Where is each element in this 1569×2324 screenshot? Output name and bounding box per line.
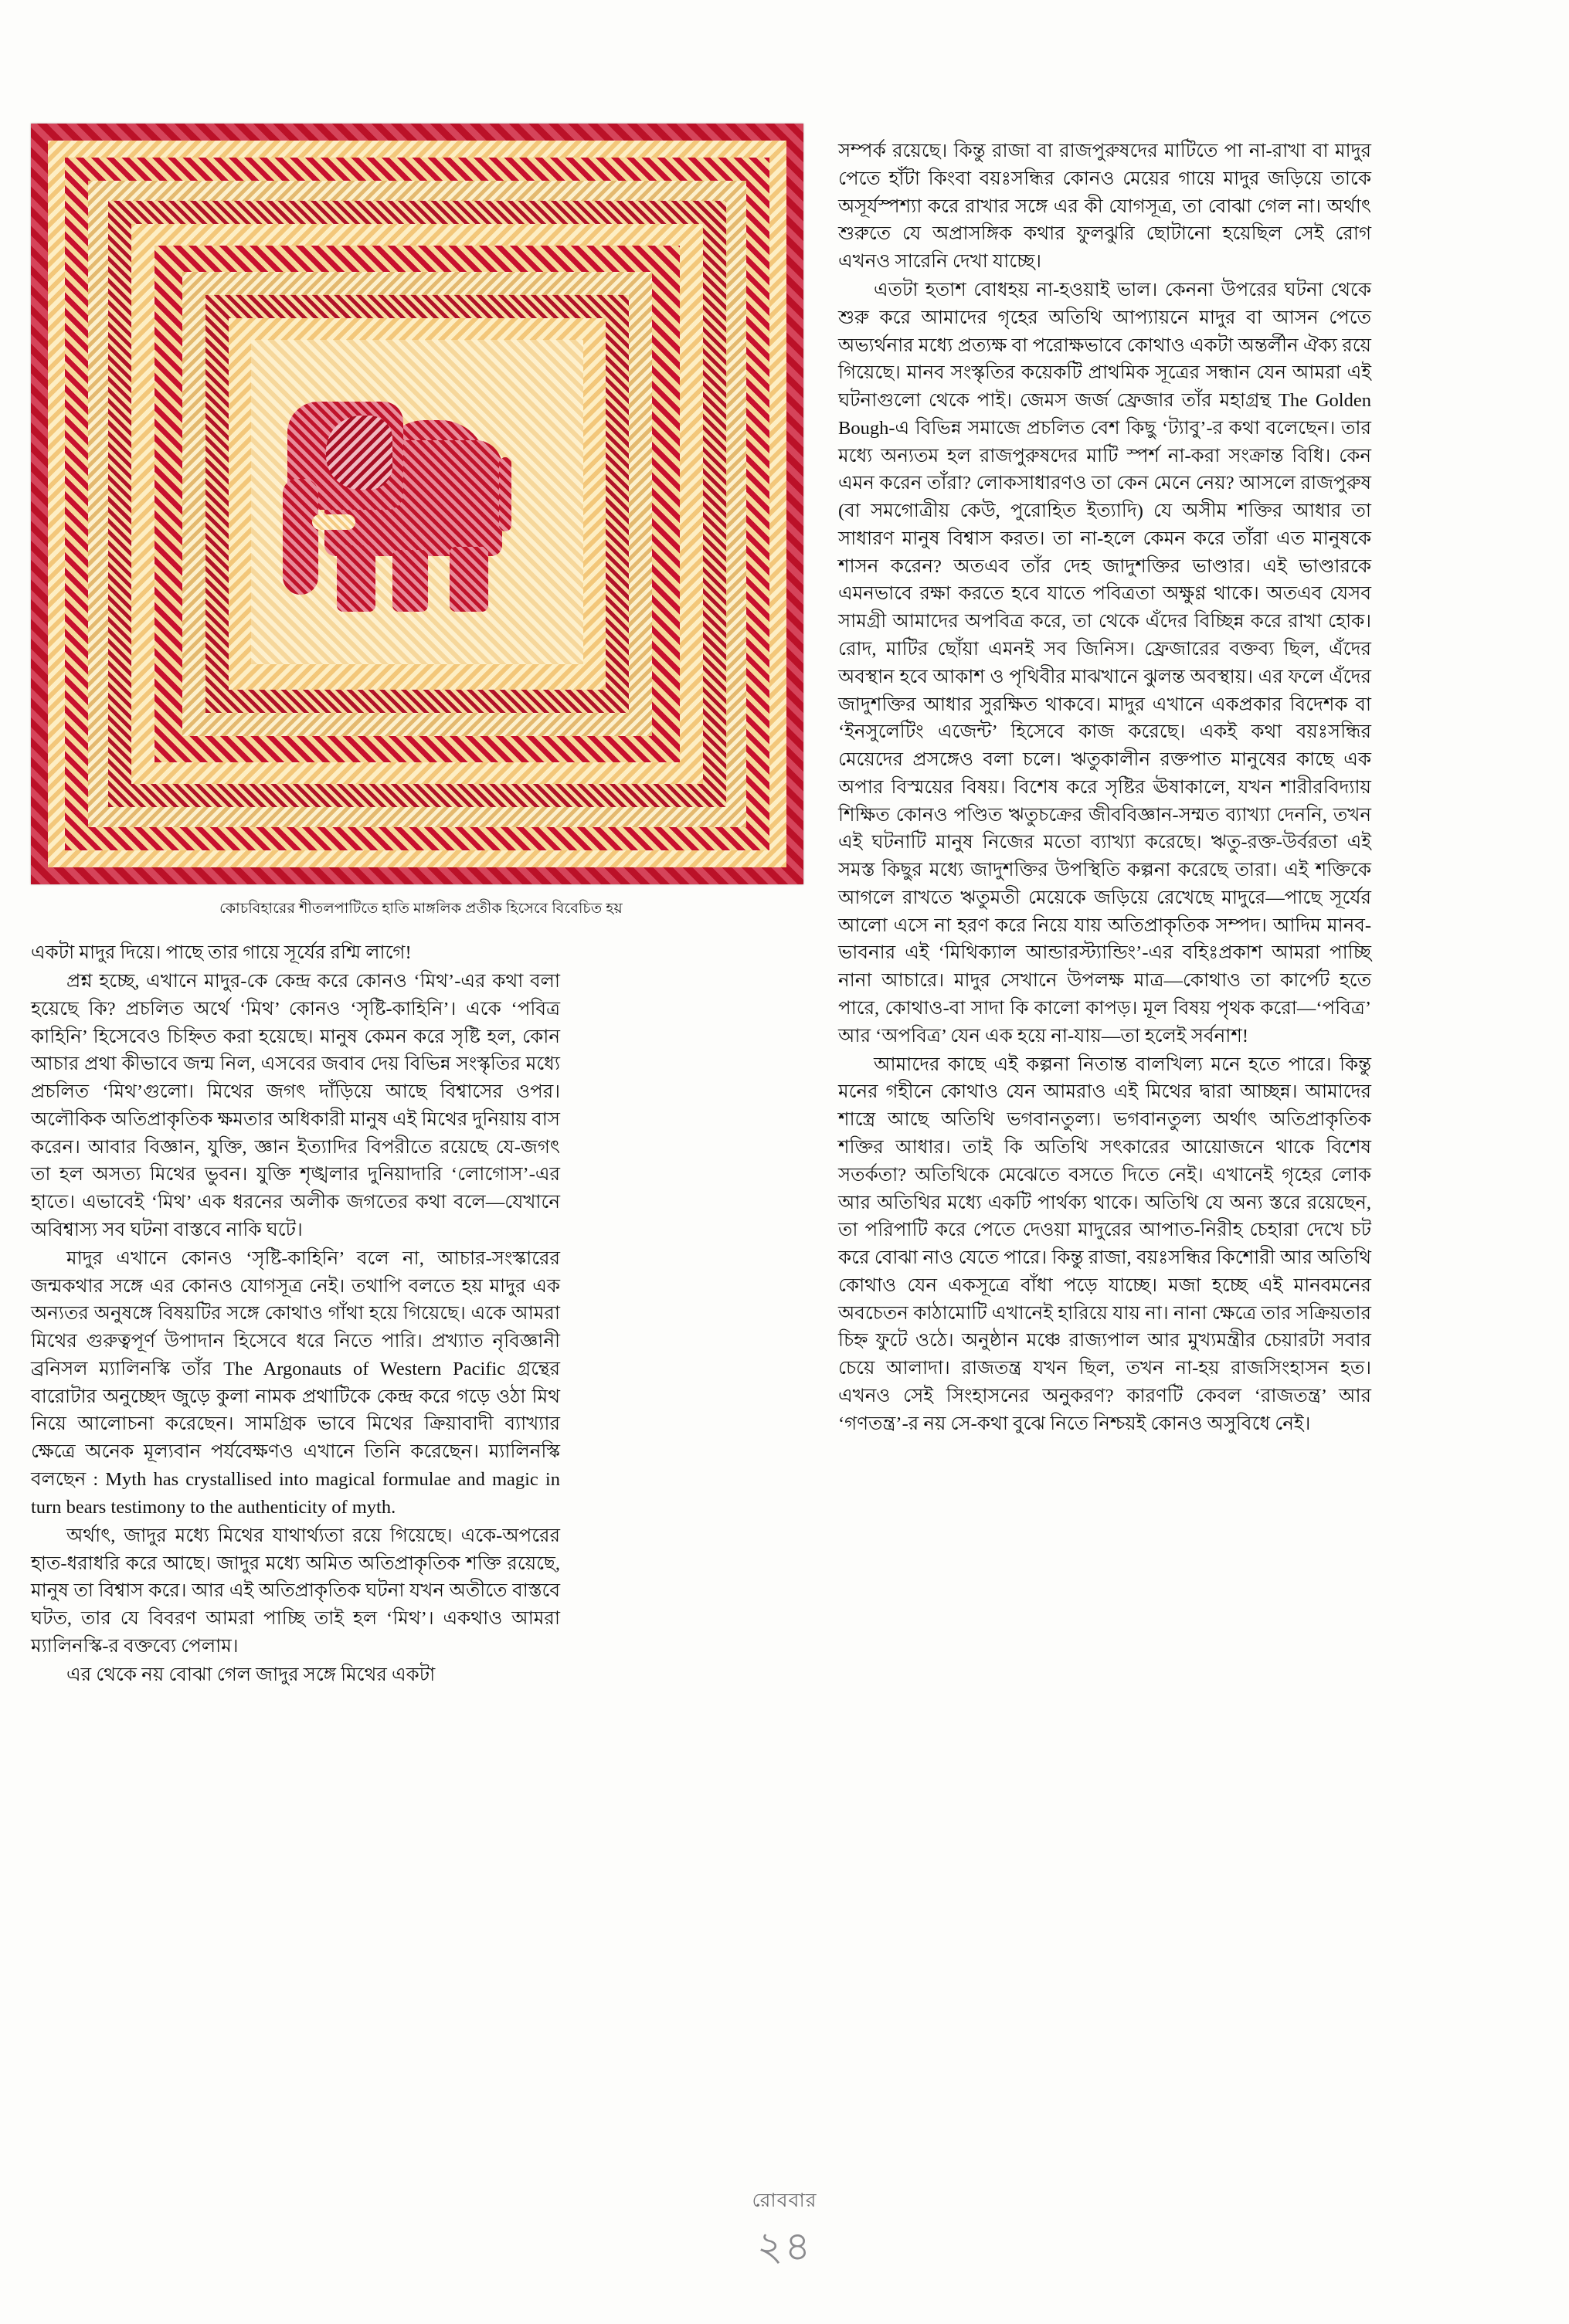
paragraph: মাদুর এখানে কোনও ‘সৃষ্টি-কাহিনি’ বলে না, আচার-সংস্কারের জন্মকথার সঙ্গে এর কোনও যোগসূত্র নেই। তথাপি বলতে হয় মাদুর এক অন্যতর অনুষঙ্গে বিষয়টির সঙ্গে কোথাও গাঁথা হয়ে গিয়েছে। একে আমরা মিথের গুরুত্বপূর্ণ উপাদান হিসেবে ধরে নিতে পারি। প্রখ্যাত নৃবিজ্ঞানী ব্রনিসল ম্যালিনস্কি তাঁর The Argonauts of Western Pacific গ্রন্থের বারোটার অনুচ্ছেদ জুড়ে কুলা নামক প্রথাটিকে কেন্দ্র করে গড়ে ওঠা মিথ নিয়ে আলোচনা করেছেন। সামগ্রিক ভাবে মিথের ক্রিয়াবাদী ব্যাখ্যার ক্ষেত্রে অনেক মূল্যবান পর্যবেক্ষণও এখানে তিনি করেছেন। ম্যালিনস্কি বলছেন : Myth has crystallised into magical formulae and magic in turn bears testimony to the authenticity of myth. <box>31 1247 560 1518</box>
page-number: ২৪ <box>756 2225 813 2269</box>
paragraph: এর থেকে নয় বোঝা গেল জাদুর সঙ্গে মিথের একটা <box>66 1664 436 1685</box>
elephant-leg-middle <box>392 550 428 612</box>
elephant-ear <box>326 416 392 490</box>
paragraph: আমাদের কাছে এই কল্পনা নিতান্ত বালখিল্য মনে হতে পারে। কিন্তু মনের গহীনে কোথাও যেন আমরাও এই মিথের দ্বারা আচ্ছন্ন। আমাদের শাস্ত্রে আছে অতিথি ভগবানতুল্য। ভগবানতুল্য অর্থাৎ অতিপ্রাকৃতিক শক্তির আধার। তাই কি অতিথি সৎকারের আয়োজনে থাকে বিশেষ সতর্কতা? অতিথিকে মেঝেতে বসতে দিতে নেই। এখানেই গৃহের লোক আর অতিথির মধ্যে একটি পার্থক্য থাকে। অতিথি যে অন্য স্তরে রয়েছেন, তা পরিপাটি করে পেতে দেওয়া মাদুরের আপাত-নিরীহ চেহারা দেখে চট করে বোঝা নাও যেতে পারে। কিন্তু রাজা, বয়ঃসন্ধির কিশোরী আর অতিথি কোথাও যেন একসূত্রে বাঁধা পড়ে যাচ্ছে। মজা হচ্ছে এই মানবমনের অবচেতন কাঠামোটি এখানেই হারিয়ে যায় না। নানা ক্ষেত্রে তার সক্রিয়তার চিহ্ন ফুটে ওঠে। অনুষ্ঠান মঞ্চে রাজ্যপাল আর মুখ্যমন্ত্রীর চেয়ারটা সবার চেয়ে আলাদা। রাজতন্ত্র যখন ছিল, তখন না-হয় রাজসিংহাসন হত। এখনও সেই সিংহাসনের অনুকরণ? কারণটি কেবল ‘রাজতন্ত্র’ আর ‘গণতন্ত্র’-র নয় সে-কথা বুঝে নিতে নিশ্চয়ই কোনও অসুবিধে নেই। <box>838 1053 1371 1434</box>
figure-shital-pati <box>31 85 811 917</box>
mat-image <box>31 124 803 884</box>
figure-caption: কোচবিহারের শীতলপাটিতে হাতি মাঙ্গলিক প্রতীক হিসেবে বিবেচিত হয় <box>219 901 623 917</box>
right-column-body <box>838 137 1371 1439</box>
publication-name: রোববার <box>752 2190 817 2211</box>
paragraph: একটা মাদুর দিয়ে। পাছে তার গায়ে সূর্যের রশ্মি লাগে! <box>31 942 412 963</box>
paragraph: প্রশ্ন হচ্ছে, এখানে মাদুর-কে কেন্দ্র করে কোনও ‘মিথ’-এর কথা বলা হয়েছে কি? প্রচলিত অর্থে ‘মিথ’ কোনও ‘সৃষ্টি-কাহিনি’। একে ‘পবিত্র কাহিনি’ হিসেবেও চিহ্নিত করা হয়েছে। মানুষ কেমন করে সৃষ্টি হল, কোন আচার প্রথা কীভাবে জন্ম নিল, এসবের জবাব দেয় বিভিন্ন সংস্কৃতির মধ্যে প্রচলিত ‘মিথ’গুলো। মিথের জগৎ দাঁড়িয়ে আছে বিশ্বাসের ওপর। অলৌকিক অতিপ্রাকৃতিক ক্ষমতার অধিকারী মানুষ এই মিথের দুনিয়ায় বাস করেন। আবার বিজ্ঞান, যুক্তি, জ্ঞান ইত্যাদির বিপরীতে রয়েছে যে-জগৎ তা হল অসত্য মিথের ভুবন। যুক্তি শৃঙ্খলার দুনিয়াদারি ‘লোগোস’-এর হাতে। এভাবেই ‘মিথ’ এক ধরনের অলীক জগতের কথা বলে—যেখানে অবিশ্বাস্য সব ঘটনা বাস্তবে নাকি ঘটে। <box>31 970 560 1240</box>
elephant-tail <box>499 457 511 531</box>
paragraph: এতটা হতাশ বোধহয় না-হওয়াই ভাল। কেননা উপরের ঘটনা থেকে শুরু করে আমাদের গৃহের অতিথি আপ্যায়নে মাদুর বা আসন পেতে অভ্যর্থনার মধ্যে প্রত্যক্ষ বা পরোক্ষভাবে কোথাও একটা অন্তর্লীন ঐক্য রয়ে গিয়েছে। মানব সংস্কৃতির কয়েকটি প্রাথমিক সূত্রের সন্ধান যেন আমরা এই ঘটনাগুলো থেকে পাই। জেমস জর্জ ফ্রেজার তাঁর মহাগ্রন্থ The Golden Bough-এ বিভিন্ন সমাজে প্রচলিত বেশ কিছু ‘ট্যাবু’-র কথা বলেছেন। তার মধ্যে অন্যতম হল রাজপুরুষদের মাটি স্পর্শ না-করা সংক্রান্ত বিধি। কেন এমন করেন তাঁরা? লোকসাধারণও তা কেন মেনে নেয়? আসলে রাজপুরুষ (বা সমগোত্রীয় কেউ, পুরোহিত ইত্যাদি) যে অসীম শক্তির আধার তা সাধারণ মানুষ বিশ্বাস করত। তা না-হলে কেমন করে তাঁরা এত মানুষকে শাসন করেন? অতএব তাঁর দেহ জাদুশক্তির ভাণ্ডার। এই ভাণ্ডারকে এমনভাবে রক্ষা করতে হবে যাতে পবিত্রতা অক্ষুণ্ণ থাকে। অতএব যেসব সামগ্রী আমাদের অপবিত্র করে, তা থেকে এঁদের বিচ্ছিন্ন করে রাখা হোক। রোদ, মাটির ছোঁয়া এমনই সব জিনিস। ফ্রেজারের বক্তব্য ছিল, এঁদের অবস্থান হবে আকাশ ও পৃথিবীর মাঝখানে ঝুলন্ত অবস্থায়। এর ফলে এঁদের জাদুশক্তির আধার সুরক্ষিত থাকবে। মাদুর এখানে একপ্রকার বিদেশক বা ‘ইনসুলেটিং এজেন্ট’ হিসেবে কাজ করেছে। একই কথা বয়ঃসন্ধির মেয়েদের প্রসঙ্গেও বলা চলে। ঋতুকালীন রক্তপাত মানুষের কাছে এক অপার বিস্ময়ের বিষয়। বিশেষ করে সৃষ্টির ঊষাকালে, যখন শারীরবিদ্যায় শিক্ষিত কোনও পণ্ডিত ঋতুচক্রের জীববিজ্ঞান-সম্মত ব্যাখ্যা দেননি, তখন এই ঘটনাটি মানুষ নিজের মতো ব্যাখ্যা করেছে। ঋতু-রক্ত-উর্বরতা এই সমস্ত কিছুর মধ্যে জাদুশক্তির উপস্থিতি কল্পনা করেছে তারা। এই শক্তিকে আগলে রাখতে ঋতুমতী মেয়েকে জড়িয়ে রেখেছে মাদুরে—পাছে সূর্যের আলো এসে না হরণ করে নিয়ে যায় অতিপ্রাকৃতিক সম্পদ। আদিম মানব-ভাবনার এই ‘মিথিক্যাল আন্ডারস্ট্যান্ডিং’-এর বহিঃপ্রকাশ আমরা পাচ্ছি নানা আচারে। মাদুর সেখানে উপলক্ষ মাত্র—কোথাও তা কার্পেট হতে পারে, কোথাও-বা সাদা কি কালো কাপড়। মূল বিষয় পৃথক করো—‘পবিত্র’ আর ‘অপবিত্র’ যেন এক হয়ে না-যায়—তা হলেই সর্বনাশ! <box>838 280 1371 1047</box>
elephant-tusk <box>312 514 355 530</box>
elephant-leg-front <box>337 545 375 612</box>
left-column-body <box>31 939 560 1690</box>
elephant-motif <box>278 371 556 626</box>
paragraph: অর্থাৎ, জাদুর মধ্যে মিথের যাথার্থ্যতা রয়ে গিয়েছে। একে-অপরের হাত-ধরাধরি করে আছে। জাদুর মধ্যে অমিত অতিপ্রাকৃতিক শক্তি রয়েছে, মানুষ তা বিশ্বাস করে। আর এই অতিপ্রাকৃতিক ঘটনা যখন অতীতে বাস্তবে ঘটত, তার যে বিবরণ আমরা পাচ্ছি তাই হল ‘মিথ’। একথাও আমরা ম্যালিনস্কি-র বক্তব্যে পেলাম। <box>31 1525 560 1657</box>
elephant-leg-rear <box>450 547 488 612</box>
paragraph: সম্পর্ক রয়েছে। কিন্তু রাজা বা রাজপুরুষদের মাটিতে পা না-রাখা বা মাদুর পেতে হাঁটা কিংবা বয়ঃসন্ধির কোনও মেয়ের গায়ে মাদুর জড়িয়ে তাকে অসূর্যস্পশ্যা করে রাখার সঙ্গে এর কী যোগসূত্র, তা বোঝা গেল না। অর্থাৎ শুরুতে যে অপ্রাসঙ্গিক কথার ফুলঝুরি ছোটানো হয়েছিল সেই রোগ এখনও সারেনি দেখা যাচ্ছে। <box>838 141 1371 273</box>
elephant-trunk <box>283 479 318 595</box>
left-column <box>31 85 811 1685</box>
page-footer <box>0 2185 1569 2282</box>
